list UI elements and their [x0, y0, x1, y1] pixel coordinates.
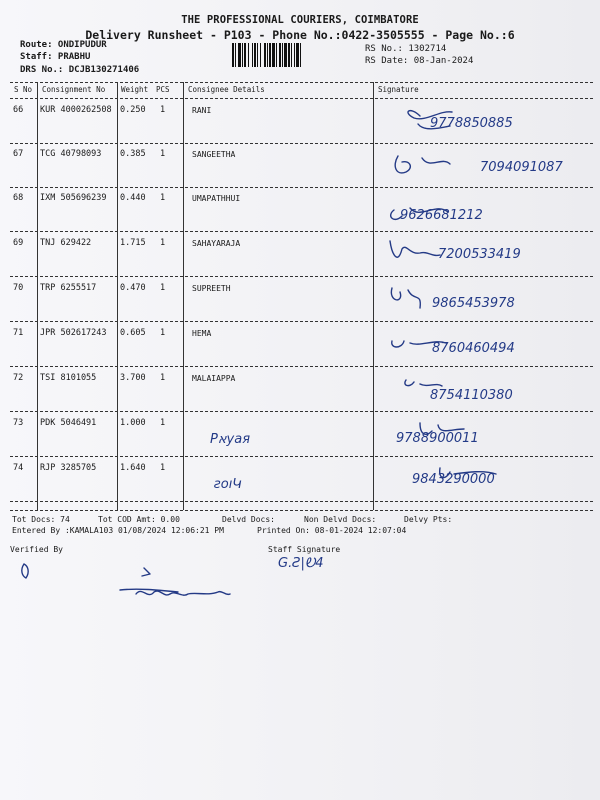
col-header-consignee: Consignee Details	[188, 85, 265, 94]
row-pcs: 1	[160, 193, 166, 203]
tot-cod-amt: Tot COD Amt: 0.00	[98, 515, 180, 524]
row-consignment-no: PDK 5046491	[40, 418, 97, 428]
tot-docs: Tot Docs: 74	[12, 515, 70, 524]
row-consignee-name: SAHAYARAJA	[192, 239, 241, 248]
row-weight: 1.000	[120, 418, 146, 428]
row73-handwritten-note: Pאyaя	[210, 432, 251, 447]
drs-number: DRS No.: DCJB130271406	[20, 65, 140, 75]
row-sno: 72	[13, 373, 24, 383]
row-signature-phone: 9865453978	[432, 296, 515, 311]
row-signature-phone: 9788900011	[396, 431, 479, 446]
table-bottom-rule	[10, 510, 593, 511]
verified-by-label: Verified By	[10, 545, 63, 554]
row-pcs: 1	[160, 283, 166, 293]
row-consignment-no: IXM 505696239	[40, 193, 107, 203]
row-sno: 73	[13, 418, 24, 428]
row-separator	[10, 276, 593, 277]
row-weight: 0.385	[120, 149, 146, 159]
row-weight: 0.470	[120, 283, 146, 293]
rs-date: RS Date: 08-Jan-2024	[365, 56, 474, 66]
row-weight: 1.715	[120, 238, 146, 248]
row-signature-phone: 9843290000	[412, 472, 495, 487]
row-sno: 71	[13, 328, 24, 338]
non-delvd-docs: Non Delvd Docs:	[304, 515, 377, 524]
row-separator	[10, 231, 593, 232]
row-consignee-name: HEMA	[192, 329, 212, 338]
col-divider	[373, 82, 374, 510]
row-weight: 0.250	[120, 105, 146, 115]
table-top-rule	[10, 82, 593, 83]
printed-on: Printed On: 08-01-2024 12:07:04	[257, 526, 407, 535]
row-weight: 1.640	[120, 463, 146, 473]
row-separator	[10, 321, 593, 322]
row-pcs: 1	[160, 328, 166, 338]
col-header-signature: Signature	[378, 85, 419, 94]
verifier-signature	[118, 566, 248, 608]
row-consignment-no: TCG 40798093	[40, 149, 102, 159]
col-header-weight: Weight	[121, 85, 149, 94]
row-weight: 0.440	[120, 193, 146, 203]
row-pcs: 1	[160, 149, 166, 159]
col-header-consignment: Consignment No	[42, 85, 106, 94]
row-sno: 68	[13, 193, 24, 203]
row-consignee-name: UMAPATHHUI	[192, 194, 241, 203]
row-pcs: 1	[160, 238, 166, 248]
col-header-pcs: PCS	[156, 85, 170, 94]
entered-by: Entered By :KAMALA103 01/08/2024 12:06:21 PM	[12, 526, 224, 535]
col-divider	[117, 82, 118, 510]
delvy-pts: Delvy Pts:	[404, 515, 453, 524]
row-sno: 66	[13, 105, 24, 115]
col-header-sno: S No	[14, 85, 33, 94]
row-consignee-name: SUPREETH	[192, 284, 231, 293]
row-signature-phone: 8760460494	[432, 341, 515, 356]
row-separator	[10, 456, 593, 457]
row-sno: 74	[13, 463, 24, 473]
row74-handwritten-note: ƨoıԿ	[214, 477, 242, 492]
col-divider	[37, 82, 38, 510]
row-pcs: 1	[160, 373, 166, 383]
barcode-bar	[301, 43, 303, 67]
row-signature-phone: 7094091087	[480, 160, 563, 175]
row-consignee-name: MALAIAPPA	[192, 374, 236, 383]
staff-handwritten-signature: G.Ƨ|Ꭷ4	[278, 556, 324, 571]
row-sno: 69	[13, 238, 24, 248]
staff-label: Staff: PRABHU	[20, 52, 91, 62]
row-consignment-no: KUR 4000262508	[40, 105, 112, 115]
delvd-docs: Delvd Docs:	[222, 515, 275, 524]
row-consignment-no: TSI 8101055	[40, 373, 97, 383]
col-divider	[183, 82, 184, 510]
row-consignment-no: JPR 502617243	[40, 328, 107, 338]
row-consignee-name: RANI	[192, 106, 212, 115]
rs-number: RS No.: 1302714	[365, 44, 447, 54]
runsheet-title: Delivery Runsheet - P103 - Phone No.:0422-3505555 - Page No.:6	[85, 28, 515, 42]
row-separator	[10, 411, 593, 412]
company-name: THE PROFESSIONAL COURIERS, COIMBATORE	[181, 14, 419, 26]
row-pcs: 1	[160, 463, 166, 473]
barcode	[232, 43, 358, 67]
row-signature-phone: 7200533419	[438, 247, 521, 262]
row-consignee-name: SANGEETHA	[192, 150, 236, 159]
row-consignment-no: RJP 3285705	[40, 463, 97, 473]
row-sno: 70	[13, 283, 24, 293]
staff-signature-label: Staff Signature	[268, 545, 341, 554]
table-header-rule	[10, 98, 593, 99]
route-label: Route: ONDIPUDUR	[20, 40, 107, 50]
row-pcs: 1	[160, 105, 166, 115]
row-signature-phone: 9626681212	[400, 208, 483, 223]
row-consignment-no: TRP 6255517	[40, 283, 97, 293]
row-signature-phone: 8754110380	[430, 388, 513, 403]
row-sno: 67	[13, 149, 24, 159]
row-weight: 0.605	[120, 328, 146, 338]
row-pcs: 1	[160, 418, 166, 428]
row-separator	[10, 501, 593, 502]
row-separator	[10, 366, 593, 367]
row-consignment-no: TNJ 629422	[40, 238, 92, 248]
row-weight: 3.700	[120, 373, 146, 383]
row-signature-phone: 9778850885	[430, 116, 513, 131]
row-separator	[10, 143, 593, 144]
row-separator	[10, 187, 593, 188]
verifier-mark	[18, 560, 38, 582]
